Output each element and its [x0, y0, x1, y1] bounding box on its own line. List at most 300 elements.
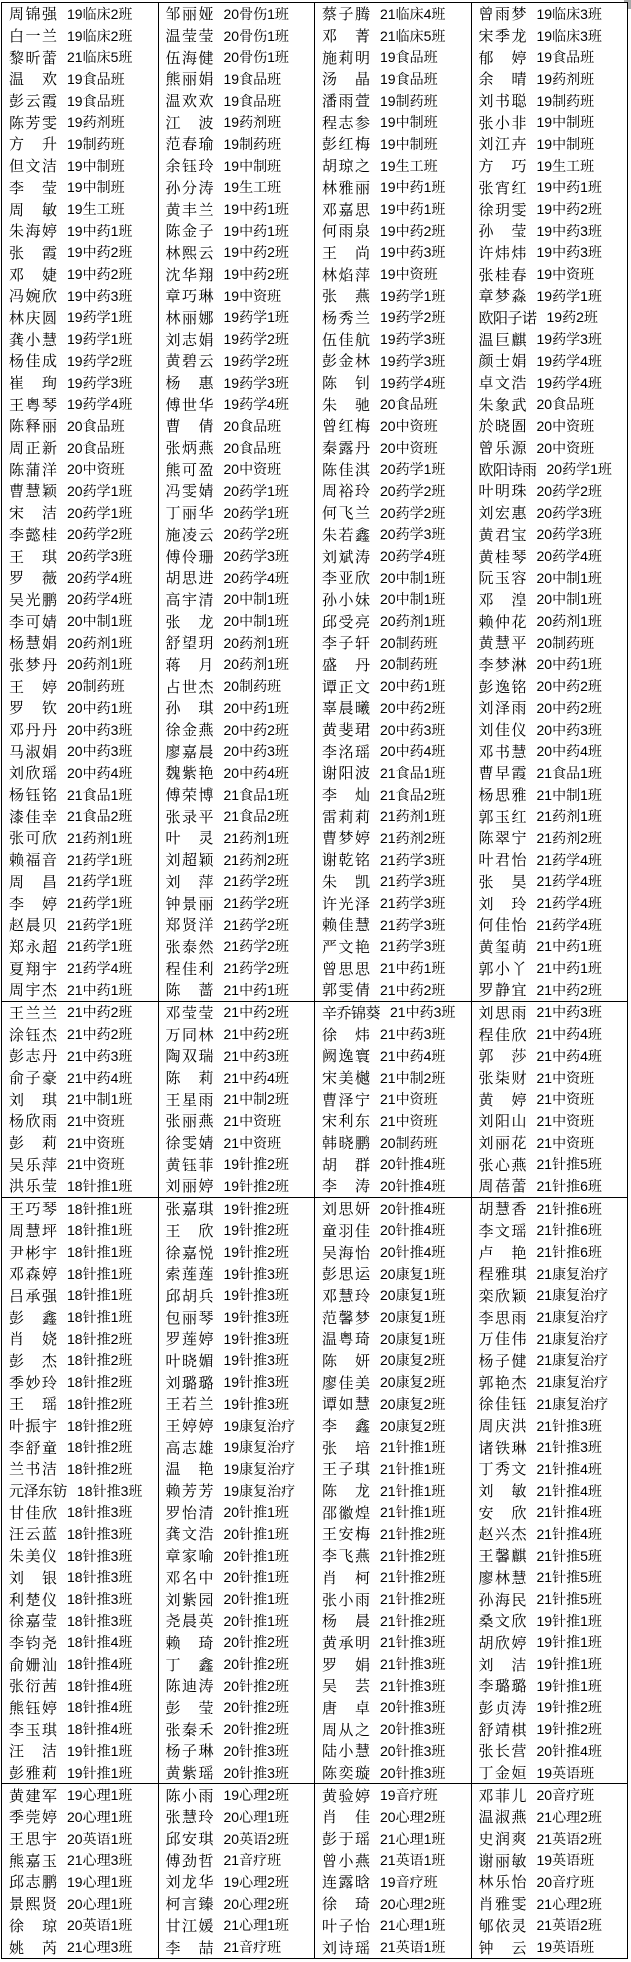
class-label: 20药学1班 [223, 504, 289, 521]
student-name: 吴芸 [322, 1678, 370, 1696]
roster-entry [315, 1610, 471, 1632]
class-label: 19药学2班 [223, 352, 289, 369]
roster-entry [472, 177, 628, 199]
roster-entry [315, 979, 471, 1001]
student-name: 王安梅 [322, 1526, 370, 1544]
student-name: 陈蒲洋 [9, 461, 57, 479]
student-name: 沈华翔 [165, 266, 214, 284]
roster-entry [2, 805, 158, 827]
student-name: 彭杰 [9, 1352, 57, 1370]
class-label: 21药学1班 [67, 895, 133, 912]
class-label: 21针推3班 [536, 1417, 602, 1434]
class-label: 21针推4班 [536, 1504, 602, 1521]
student-name: 季莞婷 [9, 1809, 57, 1827]
roster-entry [315, 1697, 471, 1719]
student-name: 施莉明 [322, 49, 370, 67]
roster-entry [472, 68, 628, 90]
class-label: 21食品2班 [223, 808, 289, 825]
roster-entry [159, 545, 315, 567]
class-label: 20针推4班 [536, 1742, 602, 1759]
class-label: 19药学3班 [223, 374, 289, 391]
roster-entry [472, 849, 628, 871]
class-label: 20中药4班 [380, 743, 446, 760]
roster-entry [159, 328, 315, 350]
class-label: 18针推4班 [67, 1721, 133, 1738]
class-label: 19食品班 [67, 92, 125, 109]
class-label: 19食品班 [380, 70, 438, 87]
class-label: 18针推3班 [67, 1504, 133, 1521]
class-label: 19药学3班 [67, 374, 133, 391]
student-name: 刘龙华 [165, 1874, 214, 1892]
class-label: 21针推4班 [536, 1482, 602, 1499]
student-name: 傅伶珊 [165, 548, 214, 566]
class-label: 20中资班 [536, 439, 595, 456]
class-label: 21心理1班 [223, 1917, 289, 1934]
student-name: 罗莲婷 [165, 1331, 214, 1349]
roster-entry [2, 1002, 158, 1024]
class-label: 21心理2班 [536, 1895, 602, 1912]
roster-entry [472, 589, 628, 611]
roster-entry [315, 285, 471, 307]
class-label: 20药学1班 [223, 482, 289, 499]
student-name: 张昊 [478, 873, 527, 891]
student-name: 方升 [9, 136, 57, 154]
class-label: 18针推1班 [67, 1177, 133, 1194]
student-name: 万佳伟 [478, 1331, 527, 1349]
roster-entry [159, 1675, 315, 1697]
class-label: 19针推2班 [536, 1699, 602, 1716]
student-name: 邓书慧 [478, 743, 527, 761]
class-label: 20药剂1班 [67, 634, 133, 651]
roster-entry [315, 1175, 471, 1197]
roster-entry [159, 1436, 315, 1458]
class-label: 20中制1班 [380, 569, 446, 586]
class-label: 21针推2班 [380, 1525, 446, 1542]
student-name: 程佳欣 [478, 1026, 527, 1044]
student-name: 邱志鹏 [9, 1874, 57, 1892]
student-name: 黄桂琴 [478, 548, 527, 566]
student-name: 刘银 [9, 1569, 57, 1587]
student-name: 舒靖棋 [478, 1721, 527, 1739]
student-name: 黄君宝 [478, 526, 527, 544]
class-label: 21中资班 [380, 1112, 438, 1129]
student-name: 涂钰杰 [9, 1026, 57, 1044]
roster-column [471, 1198, 628, 1784]
class-label: 19康复治疗 [223, 1482, 296, 1499]
class-label: 20针推3班 [223, 1742, 289, 1759]
class-label: 20中药2班 [536, 678, 602, 695]
student-name: 张嘉琪 [165, 1201, 214, 1219]
class-label: 18针推1班 [67, 1200, 133, 1217]
student-name: 高宇清 [165, 591, 214, 609]
roster-entry [2, 871, 158, 893]
student-name: 彭于瑶 [322, 1831, 370, 1849]
student-name: 李子轩 [322, 635, 370, 653]
class-label: 19食品班 [536, 49, 595, 66]
class-label: 21食品2班 [67, 808, 133, 825]
roster-entry [2, 1675, 158, 1697]
student-name: 傅荣博 [165, 787, 214, 805]
student-name: 李玉琪 [9, 1721, 57, 1739]
roster-entry [472, 632, 628, 654]
roster-entry [159, 567, 315, 589]
class-label: 19药学1班 [536, 287, 602, 304]
student-name: 陈莉 [165, 1070, 214, 1088]
class-label: 19药学2班 [67, 352, 133, 369]
class-label: 18针推3班 [77, 1482, 143, 1499]
roster-entry [315, 1045, 471, 1067]
student-name: 徐雯婧 [165, 1135, 214, 1153]
class-label: 20药学3班 [380, 526, 446, 543]
class-label: 19中制班 [223, 157, 282, 174]
student-name: 黄婷 [478, 1091, 527, 1109]
roster-entry [315, 892, 471, 914]
class-label: 20康复2班 [380, 1395, 446, 1412]
roster-column [2, 3, 158, 1001]
class-label: 21心理2班 [536, 1808, 602, 1825]
student-name: 刘阳山 [478, 1113, 527, 1131]
class-label: 21中药2班 [380, 981, 446, 998]
roster-entry [315, 1350, 471, 1372]
roster-entry [472, 263, 628, 285]
roster-entry [159, 1415, 315, 1437]
student-name: 甘佳欣 [9, 1504, 57, 1522]
student-name: 白一兰 [9, 28, 57, 46]
student-name: 宋季龙 [478, 28, 527, 46]
class-label: 21中药2班 [223, 1026, 289, 1043]
student-name: 王星雨 [165, 1091, 214, 1109]
student-name: 宋美樾 [322, 1070, 370, 1088]
student-name: 唐卓 [322, 1699, 370, 1717]
class-label: 21药剂2班 [536, 829, 602, 846]
roster-entry [2, 1871, 158, 1893]
student-name: 邓菲儿 [478, 1787, 527, 1805]
roster-entry [2, 1393, 158, 1415]
roster-entry [472, 957, 628, 979]
class-label: 21针推5班 [536, 1547, 602, 1564]
roster-entry [159, 1915, 315, 1937]
roster-entry [159, 740, 315, 762]
roster-entry [2, 1067, 158, 1089]
student-name: 尧晨英 [165, 1613, 214, 1631]
student-name: 陈小雨 [165, 1787, 214, 1805]
student-name: 温欢欢 [165, 93, 214, 111]
student-name: 周慧坪 [9, 1222, 57, 1240]
class-label: 19临床2班 [67, 27, 133, 44]
student-name: 周蓓蕾 [478, 1178, 527, 1196]
class-label: 20中制1班 [380, 591, 446, 608]
student-name: 严文艳 [322, 938, 370, 956]
class-label: 19中制班 [536, 114, 595, 131]
student-name: 赖福音 [9, 852, 57, 870]
roster-entry [472, 762, 628, 784]
roster-entry [2, 545, 158, 567]
student-name: 赵兴杰 [478, 1526, 527, 1544]
student-name: 李舒童 [9, 1439, 57, 1457]
roster-entry [315, 198, 471, 220]
roster-entry [315, 3, 471, 25]
class-label: 20心理1班 [67, 1808, 133, 1825]
class-label: 21中制1班 [67, 1091, 133, 1108]
roster-entry [159, 1828, 315, 1850]
roster-entry [159, 762, 315, 784]
roster-entry [472, 1198, 628, 1220]
class-label: 20针推4班 [380, 1244, 446, 1261]
roster-entry [472, 1762, 628, 1784]
class-label: 19针推3班 [223, 1330, 289, 1347]
class-label: 19药2班 [546, 309, 598, 326]
class-label: 21中资班 [223, 1134, 282, 1151]
class-label: 19临床2班 [67, 5, 133, 22]
roster-entry [315, 1198, 471, 1220]
student-name: 叶明珠 [478, 483, 527, 501]
student-name: 彭鑫 [9, 1309, 57, 1327]
student-name: 张小雨 [322, 1591, 370, 1609]
roster-entry [159, 242, 315, 264]
class-label: 21中资班 [536, 1112, 595, 1129]
class-label: 20中药1班 [223, 699, 289, 716]
student-name: 刘书聪 [478, 93, 527, 111]
class-label: 21英语1班 [380, 1939, 446, 1956]
class-label: 19药学1班 [380, 287, 446, 304]
roster-entry [315, 1653, 471, 1675]
student-name: 张慧玲 [165, 1809, 214, 1827]
student-name: 罗薇 [9, 570, 57, 588]
student-name: 赵晨贝 [9, 917, 57, 935]
roster-entry [472, 350, 628, 372]
student-name: 郭雯倩 [322, 982, 370, 1000]
class-label: 19药学1班 [67, 331, 133, 348]
class-label: 21临床5班 [67, 49, 133, 66]
roster-entry [472, 892, 628, 914]
class-label: 21中药3班 [223, 1047, 289, 1064]
student-name: 傅劲哲 [165, 1852, 214, 1870]
roster-entry [2, 1697, 158, 1719]
roster-entry [159, 1588, 315, 1610]
student-name: 汪洁 [9, 1743, 57, 1761]
class-label: 19中制班 [67, 179, 125, 196]
roster-entry [472, 1110, 628, 1132]
student-name: 柯言臻 [165, 1896, 214, 1914]
student-name: 叶子怡 [322, 1917, 370, 1935]
student-name: 卢艳 [478, 1244, 527, 1262]
roster-entry [159, 1393, 315, 1415]
student-name: 黄斐珺 [322, 722, 370, 740]
student-name: 刘丽婷 [165, 1178, 214, 1196]
student-name: 杨钰铭 [9, 787, 57, 805]
student-name: 邱受亮 [322, 613, 370, 631]
class-label: 21药学2班 [223, 916, 289, 933]
class-label: 21康复治疗 [536, 1352, 609, 1369]
student-name: 邱胡兵 [165, 1287, 214, 1305]
student-name: 张小非 [478, 114, 527, 132]
class-label: 21药学2班 [223, 873, 289, 890]
roster-entry [159, 1328, 315, 1350]
roster-entry [472, 740, 628, 762]
student-name: 张可欣 [9, 830, 57, 848]
student-name: 郭艳杰 [478, 1374, 527, 1392]
student-name: 肖佳 [322, 1809, 370, 1827]
roster-entry [315, 1828, 471, 1850]
roster-entry [159, 827, 315, 849]
roster-entry [159, 936, 315, 958]
class-label: 19中药3班 [380, 244, 446, 261]
student-name: 徐琼 [9, 1917, 57, 1935]
class-label: 19生工班 [380, 157, 438, 174]
student-name: 漆佳幸 [9, 808, 57, 826]
student-name: 王粤琴 [9, 396, 57, 414]
student-name: 孙莹 [478, 223, 527, 241]
roster-entry [159, 1241, 315, 1263]
class-label: 20针推4班 [380, 1200, 446, 1217]
roster-entry [2, 1415, 158, 1437]
student-name: 丁金姮 [478, 1765, 527, 1783]
roster-entry [472, 1718, 628, 1740]
class-label: 21中制1班 [536, 786, 602, 803]
student-name: 诸铁琳 [478, 1439, 527, 1457]
class-label: 19药学1班 [67, 309, 133, 326]
class-label: 18针推2班 [67, 1395, 133, 1412]
student-name: 潘雨萱 [322, 93, 370, 111]
roster-entry [315, 871, 471, 893]
class-label: 21中资班 [223, 1112, 282, 1129]
class-label: 19中制班 [536, 135, 595, 152]
roster-entry [315, 1023, 471, 1045]
roster-entry [472, 155, 628, 177]
student-name: 杨惠 [165, 375, 214, 393]
student-name: 王若兰 [165, 1396, 214, 1414]
roster-entry [2, 1198, 158, 1220]
roster-entry [159, 805, 315, 827]
student-name: 林焰萍 [322, 266, 370, 284]
class-label: 20中资班 [67, 461, 125, 478]
student-name: 韩晓鹏 [322, 1135, 370, 1153]
roster-entry [472, 1915, 628, 1937]
roster-entry [472, 198, 628, 220]
roster-entry [472, 675, 628, 697]
class-label: 18针推4班 [67, 1656, 133, 1673]
student-name: 赖佳慧 [322, 917, 370, 935]
roster-entry [2, 307, 158, 329]
roster-entry [2, 697, 158, 719]
student-name: 陈龙 [322, 1483, 370, 1501]
student-name: 廖林慧 [478, 1569, 527, 1587]
roster-entry [472, 328, 628, 350]
student-name: 熊可盈 [165, 461, 214, 479]
student-name: 温欢 [9, 71, 57, 89]
roster-entry [315, 1871, 471, 1893]
roster-entry [159, 1523, 315, 1545]
student-name: 吕承强 [9, 1287, 57, 1305]
roster-entry [315, 111, 471, 133]
student-name: 周昌 [9, 873, 57, 891]
roster-entry [159, 524, 315, 546]
student-name: 魏紫艳 [165, 765, 214, 783]
class-label: 19针推3班 [223, 1265, 289, 1282]
class-label: 19针推3班 [223, 1395, 289, 1412]
roster-entry [159, 914, 315, 936]
student-name: 索莲莲 [165, 1266, 214, 1284]
class-label: 19中药1班 [67, 222, 133, 239]
roster-entry [159, 1023, 315, 1045]
roster-entry [159, 263, 315, 285]
roster-column [158, 1198, 315, 1784]
roster-entry [2, 1153, 158, 1175]
student-name: 杨佳成 [9, 353, 57, 371]
class-label: 19针推3班 [223, 1309, 289, 1326]
roster-column [2, 1198, 158, 1784]
roster-entry [472, 1501, 628, 1523]
roster-entry [159, 285, 315, 307]
class-label: 21食品1班 [380, 764, 446, 781]
roster-entry [315, 1740, 471, 1762]
class-label: 20药剂1班 [223, 656, 289, 673]
class-label: 21针推3班 [380, 1677, 446, 1694]
roster-entry [2, 1088, 158, 1110]
class-label: 19英语班 [536, 1939, 595, 1956]
roster-entry [159, 1480, 315, 1502]
class-label: 20骨伤1班 [223, 49, 289, 66]
roster-entry [2, 1545, 158, 1567]
student-name: 张秦禾 [165, 1721, 214, 1739]
roster-column [2, 1002, 158, 1197]
roster-entry [159, 1849, 315, 1871]
roster-entry [2, 242, 158, 264]
student-name: 王子琪 [322, 1461, 370, 1479]
roster-entry [2, 1610, 158, 1632]
roster-entry [2, 177, 158, 199]
student-name: 彭莉 [9, 1135, 57, 1153]
class-label: 21中药3班 [390, 1004, 456, 1021]
student-name: 黄钰菲 [165, 1156, 214, 1174]
student-name: 李莹 [9, 179, 57, 197]
roster-entry [2, 328, 158, 350]
roster-entry [159, 892, 315, 914]
class-label: 21针推6班 [536, 1244, 602, 1261]
class-label: 20康复2班 [380, 1417, 446, 1434]
roster-entry [472, 307, 628, 329]
class-label: 19针推2班 [223, 1222, 289, 1239]
class-label: 20骨伤1班 [223, 5, 289, 22]
class-label: 21针推3班 [536, 1439, 602, 1456]
student-name: 邓慧玲 [322, 1287, 370, 1305]
roster-entry [315, 1393, 471, 1415]
class-label: 19生工班 [223, 179, 282, 196]
roster-entry [2, 675, 158, 697]
student-name: 廖佳美 [322, 1374, 370, 1392]
roster-entry [159, 654, 315, 676]
roster-entry [315, 1567, 471, 1589]
class-label: 21中药2班 [223, 1004, 289, 1021]
student-name: 曾雨梦 [478, 6, 527, 24]
student-name: 曹泽宁 [322, 1091, 370, 1109]
class-label: 21药学3班 [380, 851, 446, 868]
roster-entry [159, 1285, 315, 1307]
student-name: 徐佳钰 [478, 1396, 527, 1414]
student-name: 刘超颖 [165, 852, 214, 870]
student-name: 曹倩 [165, 418, 214, 436]
student-name: 周锦强 [9, 6, 57, 24]
roster-entry [472, 697, 628, 719]
class-label: 20中药3班 [67, 743, 133, 760]
roster-entry [315, 1415, 471, 1437]
roster-entry [472, 437, 628, 459]
student-name: 桑文欣 [478, 1613, 527, 1631]
student-name: 杨秀兰 [322, 309, 370, 327]
roster-entry [472, 1523, 628, 1545]
student-name: 利楚仪 [9, 1591, 57, 1609]
roster-entry [472, 545, 628, 567]
